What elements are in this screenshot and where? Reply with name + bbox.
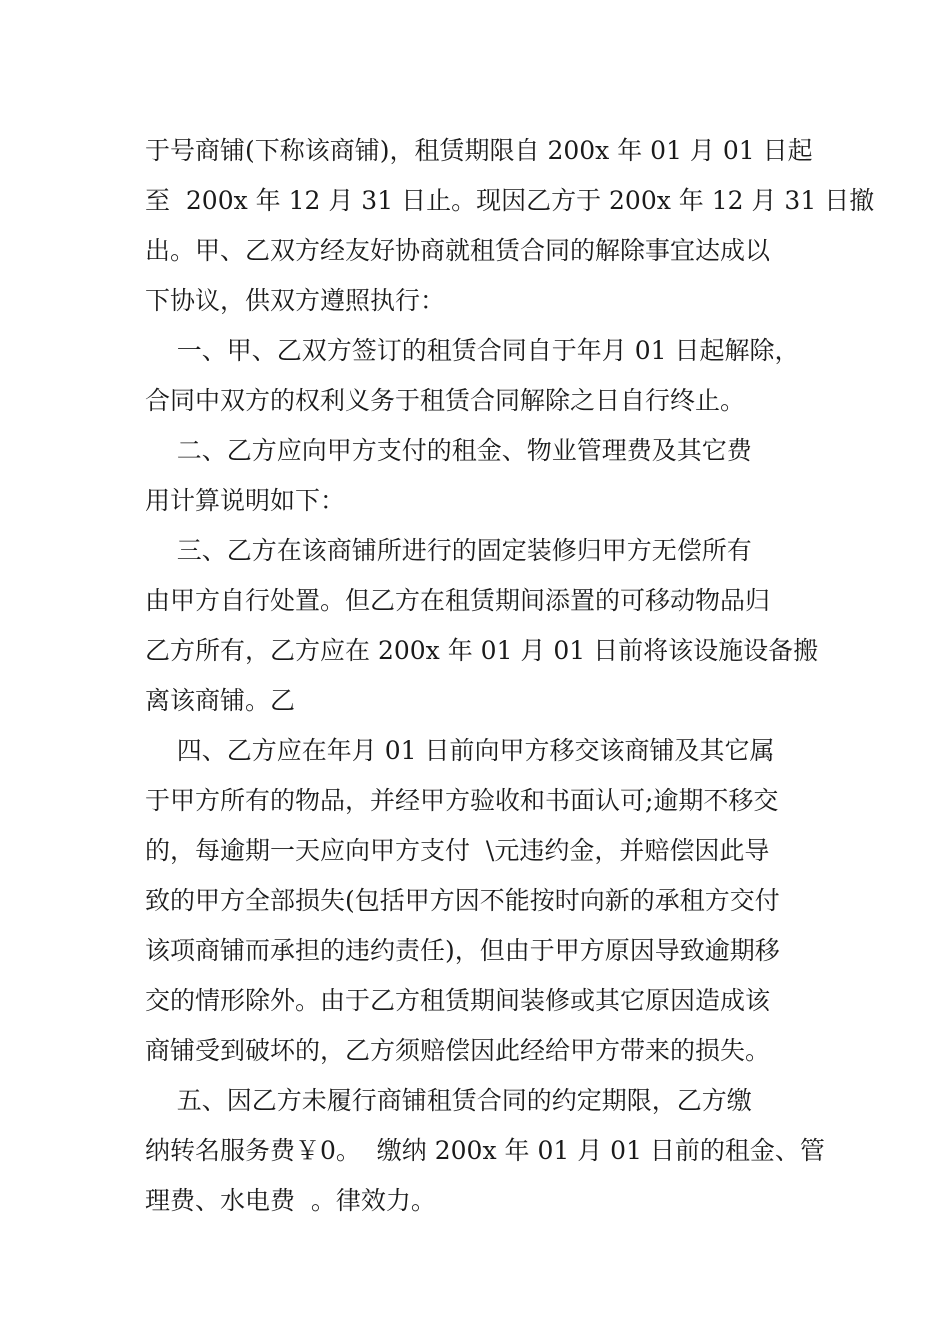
- text-line: 致的甲方全部损失(包括甲方因不能按时向新的承租方交付: [145, 886, 780, 915]
- text-line: 一、甲、乙双方签订的租赁合同自于年月 01 日起解除，: [145, 336, 800, 365]
- text-line: 下协议，供双方遵照执行：: [145, 286, 446, 315]
- text-line: 理费、水电费 。律效力。: [145, 1186, 436, 1215]
- text-line: 纳转名服务费￥0。 缴纳 200x 年 01 月 01 日前的租金、管: [145, 1136, 825, 1165]
- text-line: 交的情形除外。由于乙方租赁期间装修或其它原因造成该: [145, 986, 771, 1015]
- text-line: 离该商铺。乙: [145, 686, 296, 715]
- text-line: 用计算说明如下：: [145, 486, 346, 515]
- text-line: 三、乙方在该商铺所进行的固定装修归甲方无偿所有: [145, 536, 752, 565]
- document-body: [145, 126, 875, 1226]
- text-line: 由甲方自行处置。但乙方在租赁期间添置的可移动物品归: [145, 586, 771, 615]
- text-line: 于甲方所有的物品，并经甲方验收和书面认可;逾期不移交: [145, 786, 779, 815]
- text-line: 合同中双方的权利义务于租赁合同解除之日自行终止。: [145, 386, 746, 415]
- text-line: 五、因乙方未履行商铺租赁合同的约定期限，乙方缴: [145, 1086, 752, 1115]
- text-line: 出。甲、乙双方经友好协商就租赁合同的解除事宜达成以: [145, 236, 771, 265]
- text-line: 于号商铺(下称该商铺)，租赁期限自 200x 年 01 月 01 日起: [145, 136, 813, 165]
- text-line: 该项商铺而承担的违约责任)，但由于甲方原因导致逾期移: [145, 936, 780, 965]
- text-line: 乙方所有，乙方应在 200x 年 01 月 01 日前将该设施设备搬: [145, 636, 819, 665]
- text-line: 四、乙方应在年月 01 日前向甲方移交该商铺及其它属: [145, 736, 775, 765]
- text-line: 的，每逾期一天应向甲方支付 \元违约金，并赔偿因此导: [145, 836, 770, 865]
- text-line: 二、乙方应向甲方支付的租金、物业管理费及其它费: [145, 436, 752, 465]
- text-line: 商铺受到破坏的，乙方须赔偿因此经给甲方带来的损失。: [145, 1036, 771, 1065]
- text-line: 至 200x 年 12 月 31 日止。现因乙方于 200x 年 12 月 31 日撤: [145, 186, 875, 215]
